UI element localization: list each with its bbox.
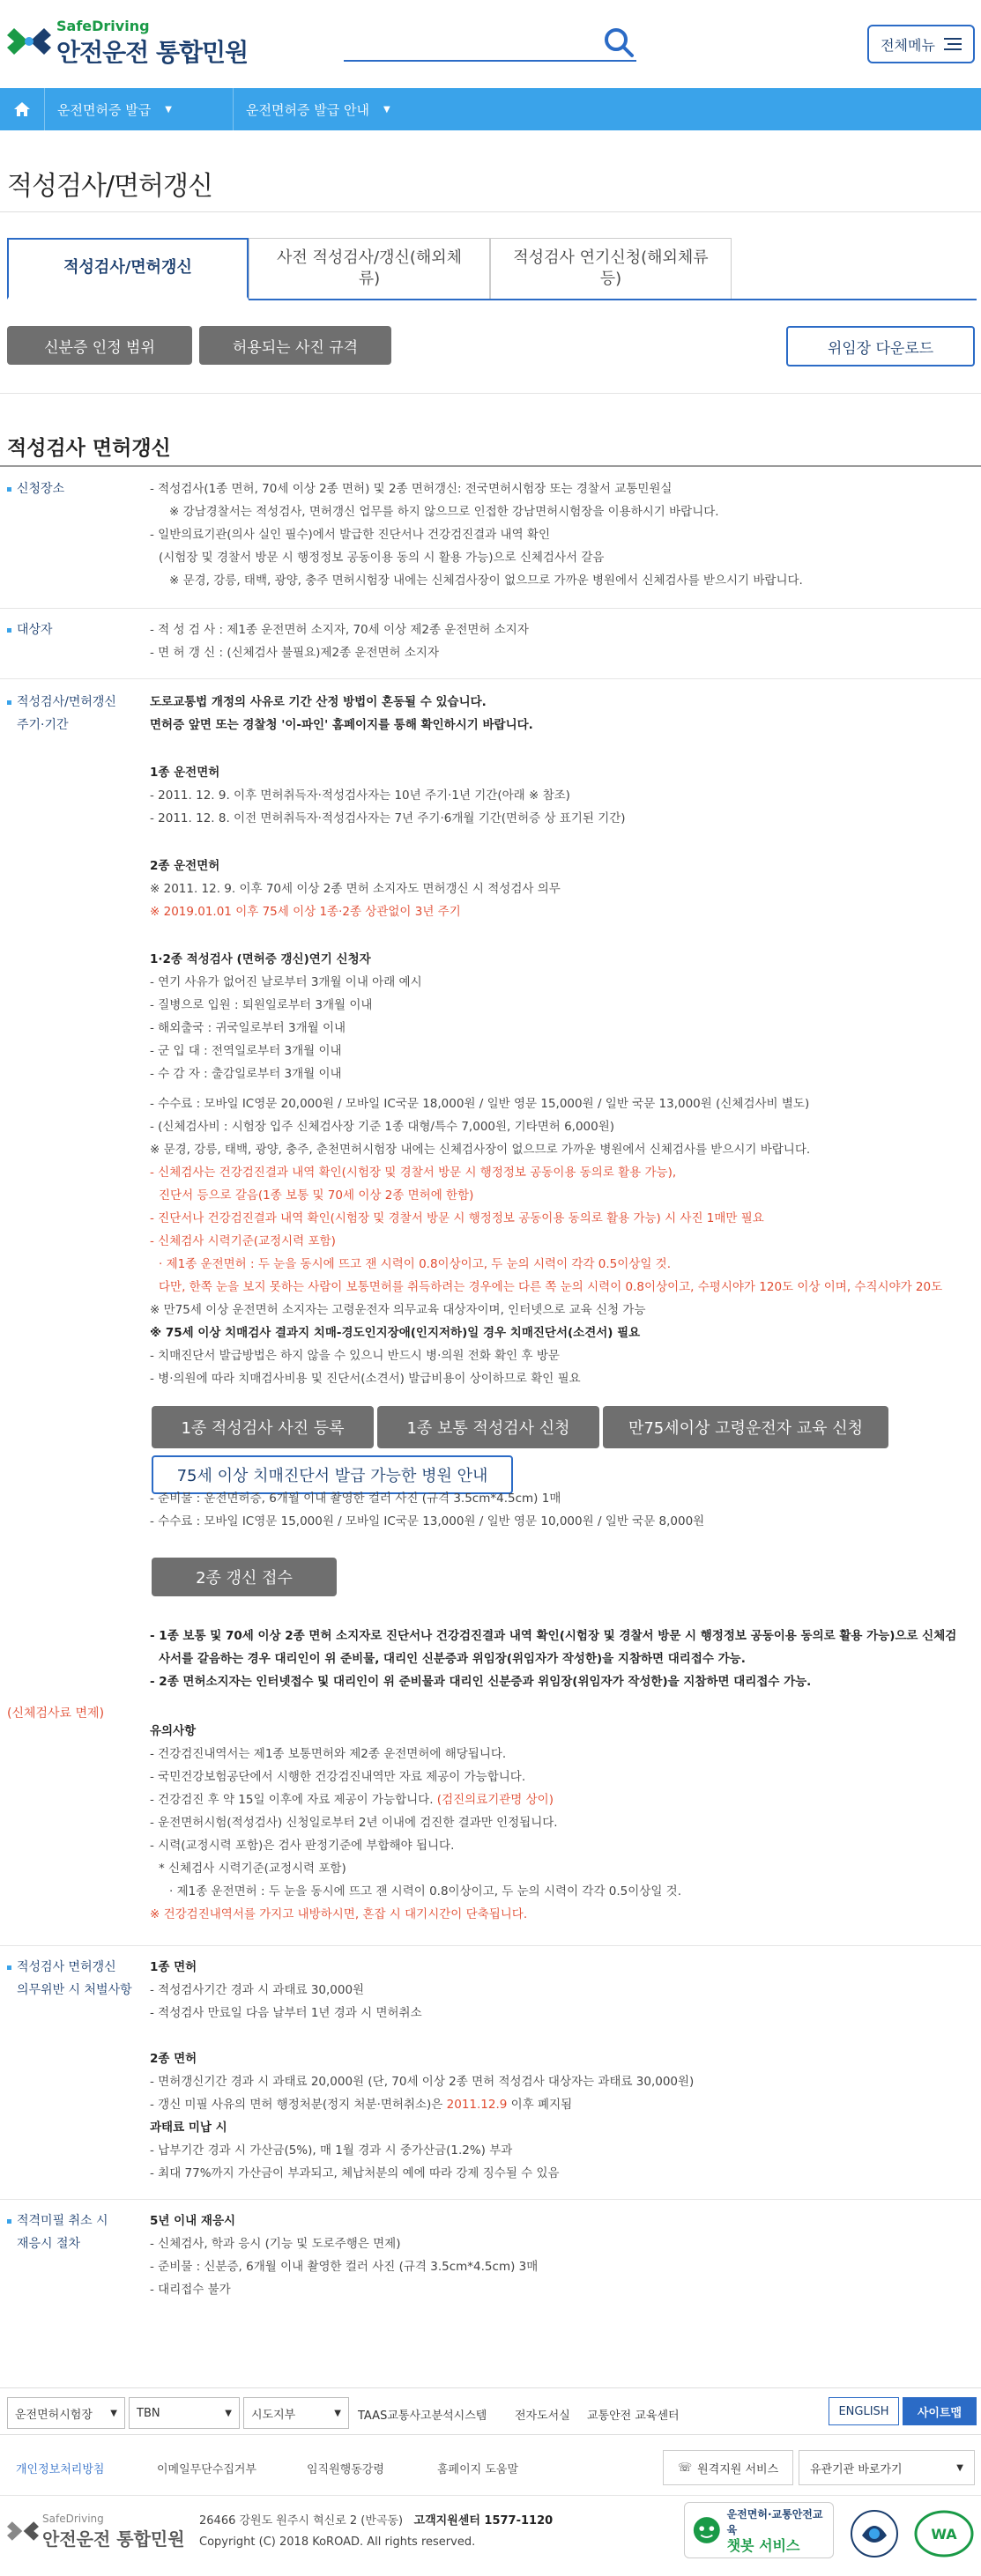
text-line-bold: - 2종 면허소지자는 인터넷접수 및 대리인이 위 준비물과 대리인 신분증과 위임장(위임자가 작성한)을 지참하면 대리접수 가능.	[150, 1675, 812, 1689]
text-line: - 적 성 검 사 : 제1종 운전면허 소지자, 70세 이상 제2종 운전면허 소지자	[150, 623, 529, 637]
logo-icon	[7, 2516, 39, 2546]
exempt-content	[150, 1625, 970, 1926]
penalty-c2-title: 2종 면허	[150, 2052, 197, 2066]
caret-down-icon: ▼	[165, 104, 172, 115]
branch-select[interactable]: 시도지부 ▼	[243, 2397, 349, 2429]
text-line: - 갱신 미필 사유의 면허 행정처분(정지 처분·면허취소)은 2011.12.9 이후 폐지됨	[150, 2098, 573, 2112]
text-line: ※ 문경, 강릉, 태백, 광양, 충주, 춘천면허시험장 내에는 신체검사장이 없으므로 가까운 병원에서 신체검사를 받으시기 바랍니다.	[150, 1143, 811, 1157]
photo-register-button[interactable]: 1종 적성검사 사진 등록	[152, 1406, 374, 1448]
text-line: - 납부기간 경과 시 가산금(5%), 매 1월 경과 시 중가산금(1.2%) 부과	[150, 2143, 513, 2158]
delay-title: 1·2종 적성검사 (면허증 갱신)연기 신청자	[150, 952, 371, 966]
text-line: - 최대 77%까지 가산금이 부과되고, 체납처분의 예에 따라 강제 징수될 수 있음	[150, 2166, 560, 2180]
sitemap-button[interactable]: 사이트맵	[903, 2397, 977, 2425]
hamburger-icon	[944, 38, 962, 50]
text-line: - 해외출국 : 귀국일로부터 3개월 이내	[150, 1021, 346, 1035]
text-line: ※ 2011. 12. 9. 이후 70세 이상 2종 면허 소지자도 면허갱신 시 적성검사 의무	[150, 882, 561, 896]
divider	[0, 608, 981, 609]
renew-info	[150, 1487, 970, 1533]
class2-title: 2종 운전면허	[150, 859, 220, 873]
text-line: * 신체검사 시력기준(교정시력 포함)	[159, 1862, 346, 1876]
row-label-target: 대상자	[7, 618, 53, 641]
certification-badge-icon	[850, 2509, 899, 2558]
text-line-red: 진단서 등으로 갈음(1종 보통 및 70세 이상 2종 면허에 한함)	[159, 1188, 474, 1203]
page-title: 적성검사/면허갱신	[7, 171, 212, 202]
text-line: ※ 강남경찰서는 적성검사, 면허갱신 업무를 하지 않으므로 인접한 강남면허시험장을 이용하시기 바랍니다.	[169, 505, 719, 519]
reapply-title: 5년 이내 재응시	[150, 2214, 236, 2228]
bullet-icon	[7, 487, 11, 492]
tab-aptitude-renewal[interactable]: 적성검사/면허갱신	[7, 238, 249, 300]
text-line: - 수수료 : 모바일 IC영문 15,000원 / 모바일 IC국문 13,000원 / 일반 영문 10,000원 / 일반 국문 8,000원	[150, 1514, 705, 1529]
chatbot-icon	[692, 2514, 722, 2546]
tab-pre-aptitude-overseas[interactable]: 사전 적성검사/갱신(해외체류)	[249, 238, 490, 300]
text-line: - 병·의원에 따라 치매검사비용 및 진단서(소견서) 발급비용이 상이하므로 확인 필요	[150, 1372, 581, 1386]
caret-down-icon: ▼	[334, 2408, 341, 2418]
class2-renew-button[interactable]: 2종 갱신 접수	[152, 1558, 337, 1596]
aptitude-apply-button[interactable]: 1종 보통 적성검사 신청	[377, 1406, 599, 1448]
text-line: - 시력(교정시력 포함)은 검사 판정기준에 부합해야 됩니다.	[150, 1839, 455, 1853]
caret-down-icon: ▼	[225, 2408, 232, 2418]
text-line-red: - 신체검사는 건강검진결과 내역 확인(시험장 및 경찰서 방문 시 행정정보 공동이용 동의로 활용 가능),	[150, 1166, 677, 1180]
notice-line: 면허증 앞면 또는 경찰청 '이-파인' 홈페이지를 통해 확인하시기 바랍니다.	[150, 718, 533, 732]
text-line: - 적성검사기간 경과 시 과태료 30,000원	[150, 1983, 365, 1997]
tab-underline	[249, 299, 977, 300]
text-line: - (신체검사비 : 시험장 입주 신체검사장 기준 1종 대형/특수 7,000원, 기타면허 6,000원)	[150, 1120, 615, 1134]
row-label-penalty: 적성검사 면허갱신 의무위반 시 처벌사항	[7, 1956, 132, 2002]
tab-bar	[7, 238, 732, 300]
remote-support-button[interactable]: ☏ 원격지원 서비스	[663, 2450, 793, 2485]
row-label-period: 적성검사/면허갱신 주기·기간	[7, 691, 116, 737]
text-line: - 면허갱신기간 경과 시 과태료 20,000원 (단, 70세 이상 2종 면허 적성검사 대상자는 과태료 30,000원)	[150, 2075, 695, 2089]
reapply-content	[150, 2210, 970, 2301]
text-line: - 수 감 자 : 출감일로부터 3개월 이내	[150, 1067, 342, 1081]
text-line: - 질병으로 입원 : 퇴원일로부터 3개월 이내	[150, 998, 373, 1012]
text-line-bold: 사서를 갈음하는 경우 대리인이 위 준비물, 대리인 신분증과 위임장(위임자가 작성한)을 지참하면 대리접수 가능.	[159, 1652, 746, 1666]
home-icon	[14, 102, 30, 116]
conduct-link[interactable]: 임직원행동강령	[307, 2463, 384, 2476]
all-menu-button[interactable]	[867, 25, 975, 63]
related-sites-select[interactable]: 유관기관 바로가기 ▼	[799, 2450, 975, 2485]
help-link[interactable]: 홈페이지 도움말	[437, 2463, 519, 2476]
bullet-icon	[7, 700, 11, 705]
text-line: - 연기 사유가 없어진 날로부터 3개월 이내 아래 예시	[150, 975, 422, 989]
library-link[interactable]: 전자도서실	[515, 2409, 570, 2423]
row-label-exempt: (신체검사료 면제)	[7, 1706, 105, 1721]
row-label-reapply: 적격미필 취소 시 재응시 절차	[7, 2210, 108, 2255]
divider	[0, 1945, 981, 1946]
text-line-red: ※ 2019.01.01 이후 75세 이상 1종·2종 상관없이 3년 주기	[150, 905, 461, 919]
nav-item-label: 운전면허증 발급 안내	[246, 101, 369, 118]
nav-item-label: 운전면허증 발급	[57, 101, 152, 118]
fee-line: - 수수료 : 모바일 IC영문 20,000원 / 모바일 IC국문 18,000원 / 일반 영문 15,000원 / 일반 국문 13,000원 (신체검사비 별도)	[150, 1097, 810, 1111]
divider	[0, 2199, 981, 2200]
text-line: - 치매진단서 발급방법은 하지 않을 수 있으니 반드시 병·의원 전화 확인 후 방문	[150, 1349, 560, 1363]
period-content	[150, 691, 970, 1390]
text-line-red: ※ 건강검진내역서를 가지고 내방하시면, 혼잡 시 대기시간이 단축됩니다.	[150, 1907, 528, 1921]
text-line: (시험장 및 경찰서 방문 시 행정정보 공동이용 동의 시 활용 가능)으로 신체검사서 갈음	[159, 551, 605, 565]
place-content	[150, 477, 970, 592]
all-menu-label: 전체메뉴	[881, 36, 935, 54]
site-header	[0, 0, 981, 88]
section-title: 적성검사 면허갱신	[7, 437, 171, 460]
target-content	[150, 618, 970, 664]
bullet-icon	[7, 2219, 11, 2224]
download-proxy-button[interactable]: 위임장 다운로드	[786, 326, 975, 366]
penalty-content	[150, 1956, 970, 2185]
main-nav	[0, 88, 981, 130]
text-line: ※ 문경, 강릉, 태백, 광양, 충주 면허시험장 내에는 신체검사장이 없으므로 가까운 병원에서 신체검사를 받으시기 바랍니다.	[169, 574, 803, 588]
id-range-button[interactable]: 신분증 인정 범위	[7, 326, 192, 365]
text-line-red: · 제1종 운전면허 : 두 눈을 동시에 뜨고 잰 시력이 0.8이상이고, 두 눈의 시력이 각각 0.5이상일 것.	[159, 1257, 672, 1271]
text-line-red: - 진단서나 건강검진결과 내역 확인(시험장 및 경찰서 방문 시 행정정보 공동이용 동의로 활용 가능) 시 사진 1매만 필요	[150, 1211, 764, 1225]
text-line: - 면 허 갱 신 : (신체검사 불필요)제2종 운전면허 소지자	[150, 646, 439, 660]
footer-quick-bar	[0, 2387, 981, 2435]
penalty-late-title: 과태료 미납 시	[150, 2121, 227, 2135]
caution-title: 유의사항	[150, 1724, 197, 1738]
row-label-place: 신청장소	[7, 477, 64, 500]
footer-address: 26466 강원도 원주시 혁신로 2 (반곡동) 고객지원센터 1577-1120 Copyright (C) 2018 KoROAD. All rights reserved.	[199, 2514, 554, 2549]
divider	[0, 211, 981, 212]
text-line-bold: - 1종 보통 및 70세 이상 2종 면허 소지자로 진단서나 건강검진결과 내역 확인(시험장 및 경찰서 방문 시 행정정보 공동이용 동의로 활용 가능)으로 신체검	[150, 1629, 957, 1643]
wa-accessibility-badge-icon	[913, 2509, 975, 2558]
email-refuse-link[interactable]: 이메일무단수집거부	[157, 2463, 257, 2476]
nav-dropdown-1[interactable]	[44, 88, 233, 130]
text-line: - 적성검사 만료일 다음 날부터 1년 경과 시 면허취소	[150, 2006, 422, 2020]
divider	[0, 465, 981, 467]
divider	[0, 678, 981, 679]
logo-small-text: SafeDriving	[56, 18, 150, 34]
text-line: - 2011. 12. 8. 이전 면허취득자·적성검사자는 7년 주기·6개월 기간(면허증 상 표기된 기간)	[150, 811, 626, 825]
photo-spec-button[interactable]: 허용되는 사진 규격	[199, 326, 391, 365]
test-site-select[interactable]: 운전면허시험장 ▼	[7, 2397, 125, 2429]
bullet-icon	[7, 1965, 11, 1970]
home-button[interactable]	[0, 88, 44, 130]
divider	[0, 393, 981, 394]
text-line: - 신체검사, 학과 응시 (기능 및 도로주행은 면제)	[150, 2237, 401, 2251]
english-button[interactable]: ENGLISH	[829, 2397, 899, 2425]
search-icon[interactable]	[603, 26, 635, 58]
nav-dropdown-2[interactable]	[233, 88, 409, 130]
text-line: - 국민건강보험공단에서 시행한 건강검진내역만 자료 제공이 가능합니다.	[150, 1770, 526, 1784]
text-line: ※ 만75세 이상 운전면허 소지자는 고령운전자 의무교육 대상자이며, 인터넷으로 교육 신청 가능	[150, 1303, 646, 1317]
svg-text:WA: WA	[931, 2526, 957, 2543]
dementia-hospital-button[interactable]: 75세 이상 치매진단서 발급 가능한 병원 안내	[152, 1455, 513, 1494]
tbn-select[interactable]: TBN ▼	[129, 2397, 240, 2429]
education-center-link[interactable]: 교통안전 교육센터	[587, 2409, 680, 2423]
chatbot-button[interactable]: 운전면허·교통안전교육 챗봇 서비스	[684, 2502, 834, 2558]
headset-icon: ☏	[677, 2461, 693, 2475]
logo-icon	[7, 21, 51, 62]
text-line-bold: ※ 75세 이상 치매검사 결과지 치매-경도인지장애(인지저하)일 경우 치매진단서(소견서) 필요	[150, 1326, 641, 1340]
caret-down-icon: ▼	[110, 2408, 117, 2418]
text-line: - 적성검사(1종 면허, 70세 이상 2종 면허) 및 2종 면허갱신: 전국면허시험장 또는 경찰서 교통민원실	[150, 482, 673, 496]
text-line-red: 다만, 한쪽 눈을 보지 못하는 사람이 보통면허를 취득하려는 경우에는 다른 쪽 눈의 시력이 0.8이상이고, 수평시야가 120도 이상 이며, 수직시야가 20도	[159, 1280, 943, 1294]
taas-link[interactable]: TAAS교통사고분석시스템	[358, 2409, 487, 2423]
text-line: - 대리접수 불가	[150, 2283, 231, 2297]
text-line: - 2011. 12. 9. 이후 면허취득자·적성검사자는 10년 주기·1년 기간(아래 ※ 참조)	[150, 788, 570, 803]
bullet-icon	[7, 628, 11, 633]
caret-down-icon: ▼	[956, 2462, 963, 2473]
privacy-link[interactable]: 개인정보처리방침	[16, 2463, 105, 2476]
tab-postpone-overseas[interactable]: 적성검사 연기신청(해외체류등)	[490, 238, 732, 300]
text-line-red: - 신체검사 시력기준(교정시력 포함)	[150, 1234, 336, 1248]
text-line: - 운전면허시험(적성검사) 신청일로부터 2년 이내에 검진한 결과만 인정됩니다.	[150, 1816, 558, 1830]
caret-down-icon: ▼	[383, 104, 390, 115]
text-line: - 일반의료기관(의사 실인 필수)에서 발급한 진단서나 건강검진결과 내역 확인	[150, 528, 551, 542]
class1-title: 1종 운전면허	[150, 766, 220, 780]
site-logo[interactable]	[7, 18, 249, 67]
logo-main-text: 안전운전 통합민원	[56, 38, 249, 67]
text-line: - 건강검진내역서는 제1종 보통면허와 제2종 운전면허에 해당됩니다.	[150, 1747, 507, 1761]
notice-line: 도로교통법 개정의 사유로 기간 산정 방법이 혼동될 수 있습니다.	[150, 695, 487, 709]
search-input[interactable]	[344, 60, 636, 62]
text-line: - 군 입 대 : 전역일로부터 3개월 이내	[150, 1044, 342, 1058]
elder-education-button[interactable]: 만75세이상 고령운전자 교육 신청	[603, 1406, 888, 1448]
text-line: · 제1종 운전면허 : 두 눈을 동시에 뜨고 잰 시력이 0.8이상이고, 두 눈의 시력이 각각 0.5이상일 것.	[169, 1884, 682, 1899]
text-line: - 준비물 : 운전면허증, 6개월 이내 촬영한 컬러 사진 (규격 3.5cm*4.5cm) 1매	[150, 1492, 561, 1506]
text-line: - 준비물 : 신분증, 6개월 이내 촬영한 컬러 사진 (규격 3.5cm*4.5cm) 3매	[150, 2260, 539, 2274]
penalty-c1-title: 1종 면허	[150, 1960, 197, 1974]
text-line: - 건강검진 후 약 15일 이후에 자료 제공이 가능합니다. (검진의료기관명 상이)	[150, 1793, 554, 1807]
